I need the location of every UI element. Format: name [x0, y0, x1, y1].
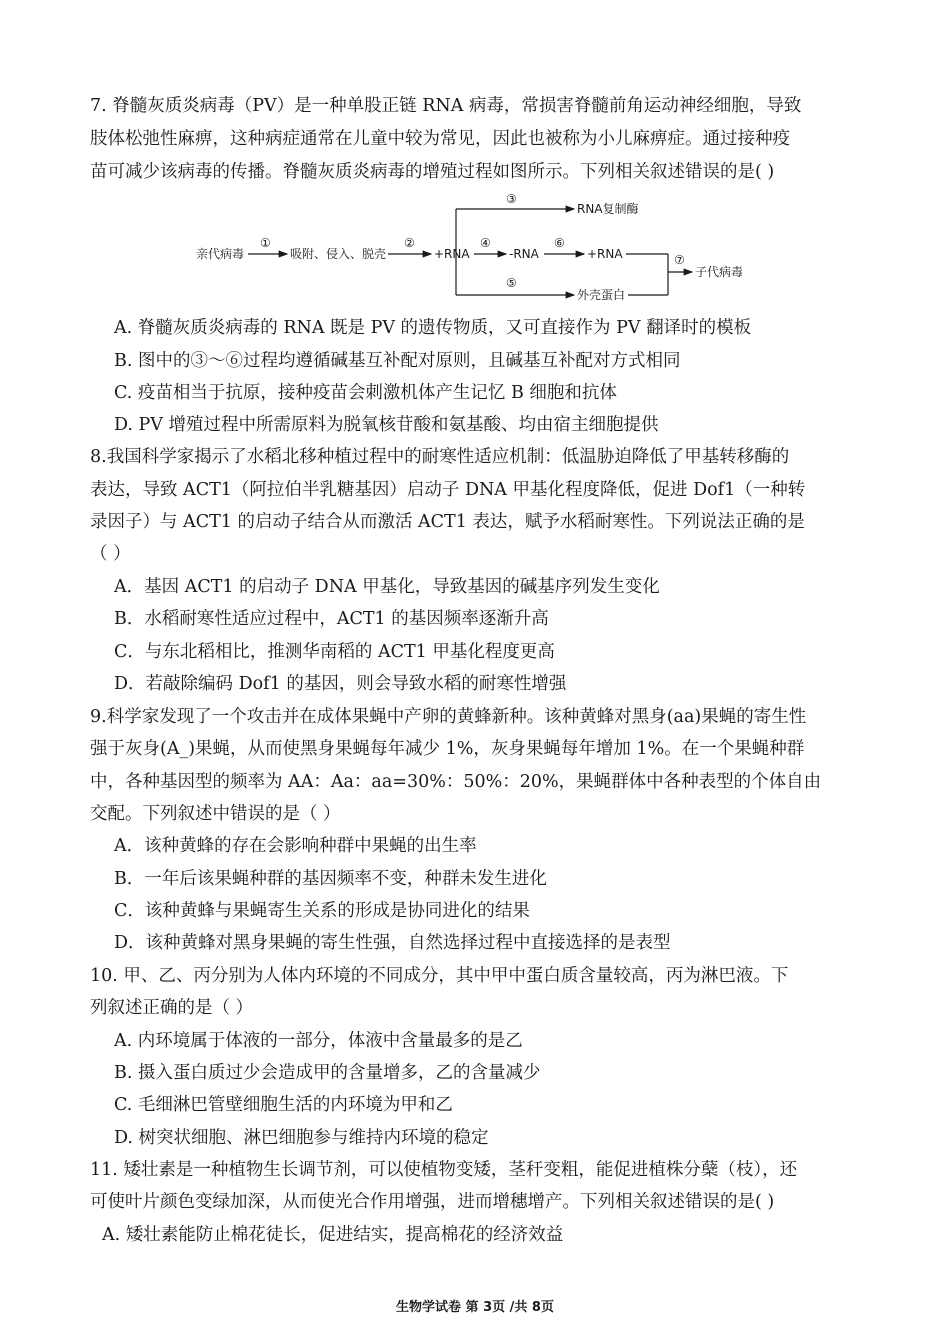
q9-stem-line-4: 交配。下列叙述中错误的是（ ）: [90, 804, 341, 824]
pv-replication-diagram: [190, 192, 770, 304]
q9-stem-line-3: 中，各种基因型的频率为 AA：Aa：aa=30%：50%：20%，果蝇群体中各种表型的个体自由: [90, 772, 822, 792]
q10-option-b: B. 摄入蛋白质过少会造成甲的含量增多，乙的含量减少: [114, 1063, 541, 1083]
capsid-label: 外壳蛋白: [577, 288, 626, 302]
q8-stem-line-3: 录因子）与 ACT1 的启动子结合从而激活 ACT1 表达，赋予水稻耐寒性。下列说法正确的是: [90, 512, 805, 532]
step-1-label: ①: [260, 236, 271, 250]
q10-stem-line-2: 列叙述正确的是（ ）: [90, 998, 254, 1018]
page-footer: 生物学试卷 第 3页 /共 8页: [396, 1300, 554, 1315]
q10-option-d: D. 树突状细胞、淋巴细胞参与维持内环境的稳定: [114, 1128, 489, 1148]
q10-stem-line-1: 10. 甲、乙、丙分别为人体内环境的不同成分，其中甲中蛋白质含量较高，丙为淋巴液。下: [90, 966, 789, 986]
q7-stem-line-1: 7. 脊髓灰质炎病毒（PV）是一种单股正链 RNA 病毒，常损害脊髓前角运动神经细胞，导致: [90, 96, 802, 116]
q9-option-d: D．该种黄蜂对黑身果蝇的寄生性强，自然选择过程中直接选择的是表型: [114, 933, 671, 953]
step-4-label: ④: [480, 236, 491, 250]
q10-option-c: C. 毛细淋巴管壁细胞生活的内环境为甲和乙: [114, 1095, 453, 1115]
q7-option-b: B. 图中的③～⑥过程均遵循碱基互补配对原则，且碱基互补配对方式相同: [114, 351, 681, 371]
q8-stem-line-1: 8.我国科学家揭示了水稻北移种植过程中的耐寒性适应机制：低温胁迫降低了甲基转移酶的: [90, 447, 790, 467]
step-5-label: ⑤: [506, 276, 517, 290]
q7-stem-line-2: 肢体松弛性麻痹，这种病症通常在儿童中较为常见，因此也被称为小儿麻痹症。通过接种疫: [90, 129, 790, 149]
q9-stem-line-2: 强于灰身(A_)果蝇，从而使黑身果蝇每年减少 1%，灰身果蝇每年增加 1%。在一个果蝇种群: [90, 739, 805, 759]
offspring-virus-label: 子代病毒: [695, 265, 744, 279]
adsorption-label: 吸附、侵入、脱壳: [290, 247, 387, 261]
q8-stem-line-4: （ ）: [90, 544, 131, 564]
q11-option-a: A. 矮壮素能防止棉花徒长，促进结实，提高棉花的经济效益: [102, 1225, 564, 1245]
q8-option-b: B．水稻耐寒性适应过程中，ACT1 的基因频率逐渐升高: [114, 609, 549, 629]
q11-stem-line-2: 可使叶片颜色变绿加深，从而使光合作用增强，进而增穗增产。下列相关叙述错误的是( ): [90, 1192, 775, 1212]
q10-option-a: A. 内环境属于体液的一部分，体液中含量最多的是乙: [114, 1031, 523, 1051]
step-6-label: ⑥: [554, 236, 565, 250]
q7-option-d: D. PV 增殖过程中所需原料为脱氧核苷酸和氨基酸、均由宿主细胞提供: [114, 415, 659, 435]
q11-stem-line-1: 11. 矮壮素是一种植物生长调节剂，可以使植物变矮，茎秆变粗，能促进植株分蘖（枝），还: [90, 1160, 798, 1180]
q8-option-d: D．若敲除编码 Dof1 的基因，则会导致水稻的耐寒性增强: [114, 674, 567, 694]
q9-option-b: B．一年后该果蝇种群的基因频率不变，种群未发生进化: [114, 869, 547, 889]
step-3-label: ③: [506, 192, 517, 206]
q7-option-a: A. 脊髓灰质炎病毒的 RNA 既是 PV 的遗传物质，又可直接作为 PV 翻译时的模板: [114, 318, 752, 338]
parent-virus-label: 亲代病毒: [196, 247, 245, 261]
plus-rna-label: +RNA: [434, 247, 470, 261]
plus-rna-2-label: +RNA: [587, 247, 623, 261]
rna-replicase-label: RNA复制酶: [577, 202, 639, 216]
q7-stem-line-3: 苗可减少该病毒的传播。脊髓灰质炎病毒的增殖过程如图所示。下列相关叙述错误的是( ): [90, 162, 775, 182]
q9-option-a: A．该种黄蜂的存在会影响种群中果蝇的出生率: [114, 836, 477, 856]
q8-option-c: C．与东北稻相比，推测华南稻的 ACT1 甲基化程度更高: [114, 642, 555, 662]
step-7-label: ⑦: [674, 253, 685, 267]
minus-rna-label: -RNA: [509, 247, 539, 261]
q9-option-c: C．该种黄蜂与果蝇寄生关系的形成是协同进化的结果: [114, 901, 530, 921]
q9-stem-line-1: 9.科学家发现了一个攻击并在成体果蝇中产卵的黄蜂新种。该种黄蜂对黑身(aa)果蝇的寄生性: [90, 707, 807, 727]
step-2-label: ②: [404, 236, 415, 250]
q7-option-c: C. 疫苗相当于抗原，接种疫苗会刺激机体产生记忆 B 细胞和抗体: [114, 383, 617, 403]
q8-stem-line-2: 表达，导致 ACT1（阿拉伯半乳糖基因）启动子 DNA 甲基化程度降低，促进 Dof1（一种转: [90, 480, 806, 500]
q8-option-a: A．基因 ACT1 的启动子 DNA 甲基化，导致基因的碱基序列发生变化: [114, 577, 660, 597]
